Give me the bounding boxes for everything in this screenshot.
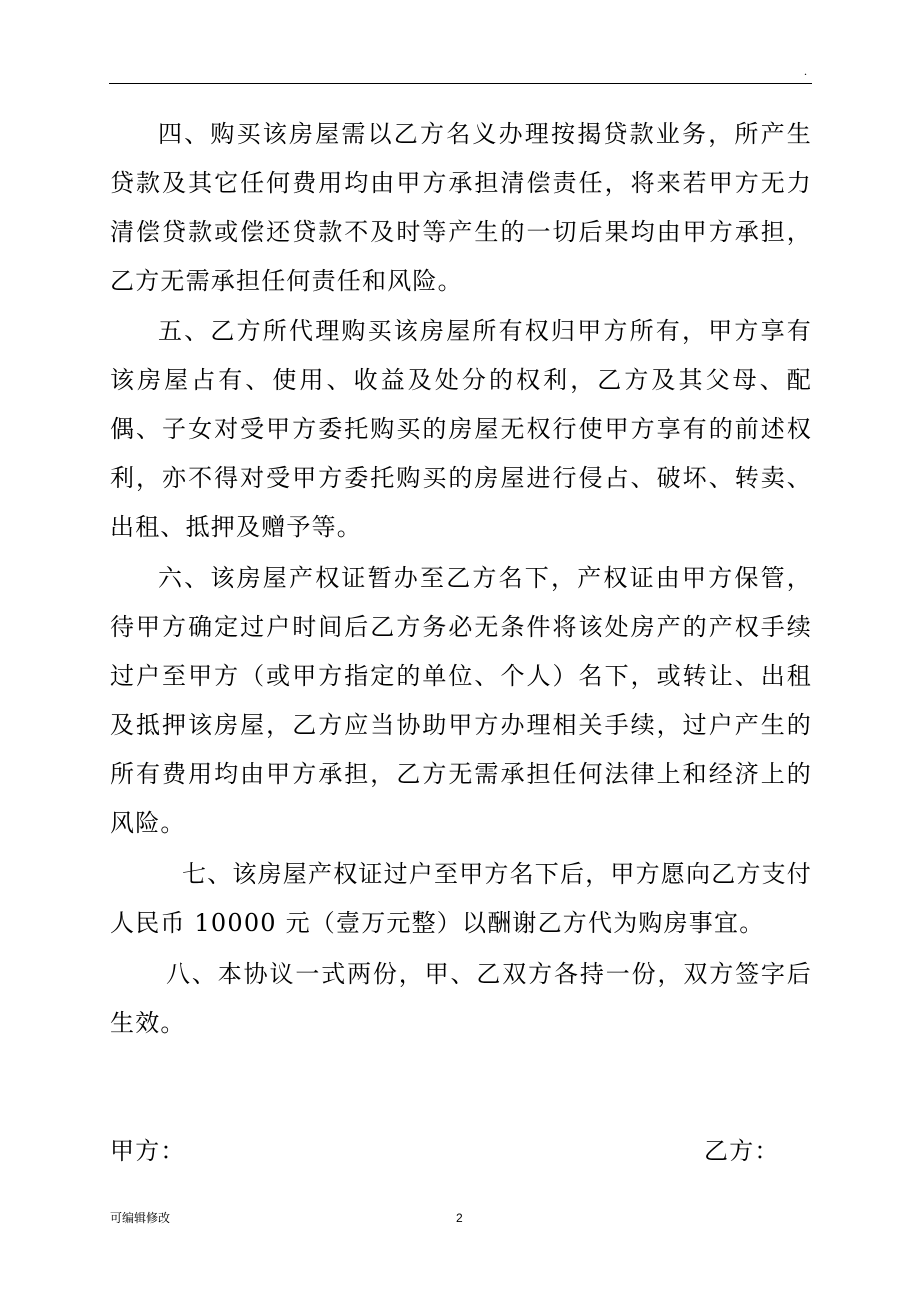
agreement-body bbox=[110, 110, 812, 1048]
page-number: 2 bbox=[456, 1211, 463, 1225]
clause-6: 六、该房屋产权证暂办至乙方名下，产权证由甲方保管，待甲方确定过户时间后乙方务必无条件将该处房产的产权手续过户至甲方（或甲方指定的单位、个人）名下，或转让、出租及抵押该房屋，乙方应当协助甲方办理相关手续，过户产生的所有费用均由甲方承担，乙方无需承担任何法律上和经济上的风险。 bbox=[110, 564, 812, 837]
header-rule bbox=[109, 83, 812, 84]
clause-7: 七、该房屋产权证过户至甲方名下后，甲方愿向乙方支付人民币 10000 元（壹万元整）以酬谢乙方代为购房事宜。 bbox=[110, 860, 812, 937]
header-mark: . bbox=[804, 64, 807, 78]
footer-editable-note: 可编辑修改 bbox=[110, 1211, 171, 1225]
clause-5: 五、乙方所代理购买该房屋所有权归甲方所有，甲方享有该房屋占有、使用、收益及处分的权利，乙方及其父母、配偶、子女对受甲方委托购买的房屋无权行使甲方享有的前述权利，亦不得对受甲方委托购买的房屋进行侵占、破坏、转卖、出租、抵押及赠予等。 bbox=[110, 317, 812, 541]
clause-8: 八、本协议一式两份，甲、乙双方各持一份，双方签字后生效。 bbox=[110, 960, 812, 1037]
clause-4: 四、购买该房屋需以乙方名义办理按揭贷款业务，所产生贷款及其它任何费用均由甲方承担清偿责任，将来若甲方无力清偿贷款或偿还贷款不及时等产生的一切后果均由甲方承担，乙方无需承担任何责任和风险。 bbox=[110, 120, 812, 295]
party-b-signature-label: 乙方： bbox=[704, 1137, 780, 1165]
party-a-signature-label: 甲方： bbox=[110, 1137, 186, 1165]
